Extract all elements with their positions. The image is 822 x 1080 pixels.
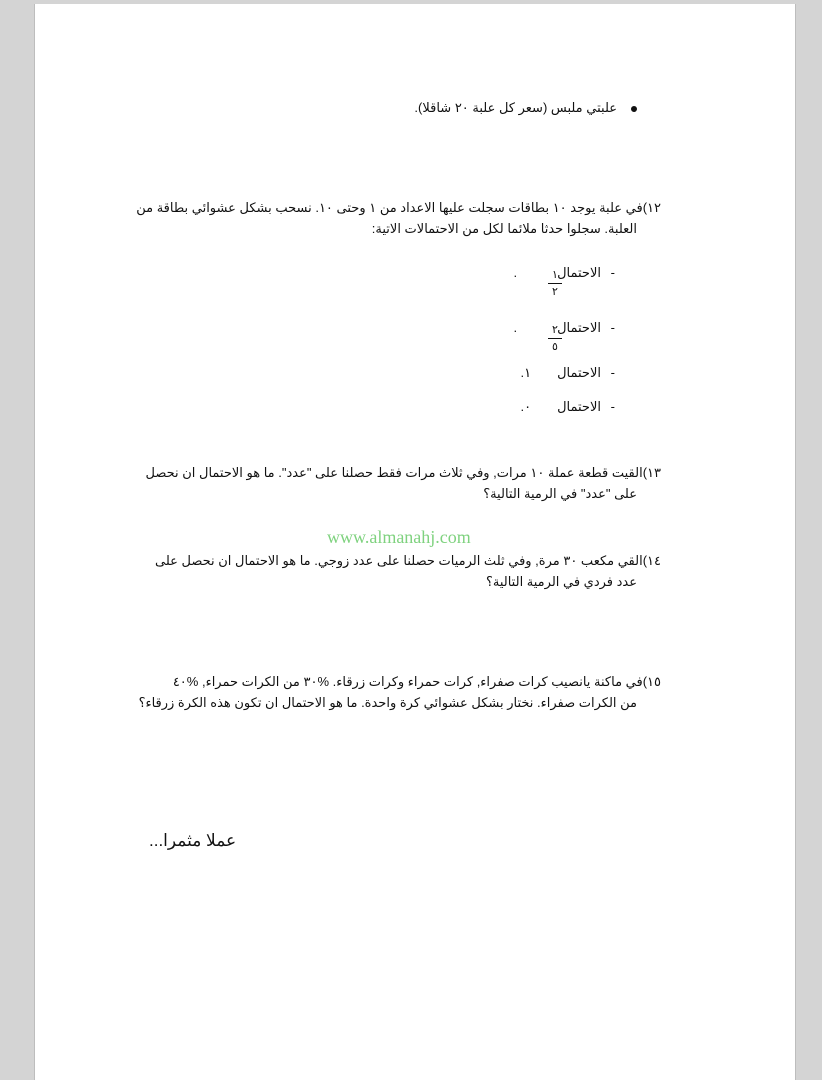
bullet-item-text: علبتي ملبس (سعر كل علبة ٢٠ شاقلا). — [414, 100, 617, 115]
watermark: www.almanahj.com — [327, 527, 471, 547]
dash-marker: - — [610, 365, 615, 380]
probability-item-1 — [513, 265, 615, 281]
closing-remark: عملا مثمرا... — [149, 831, 237, 850]
dash-marker: - — [610, 320, 615, 335]
fraction-numerator: ٢ — [552, 324, 558, 336]
probability-label: الاحتمال — [557, 399, 601, 414]
document-page — [34, 4, 796, 1080]
probability-item-2 — [513, 320, 615, 336]
fraction-denominator: ٥ — [552, 341, 558, 353]
fraction-two-fifths — [548, 323, 562, 353]
question-15-line-2: من الكرات صفراء. نختار بشكل عشوائي كرة واحدة. ما هو الاحتمال ان تكون هذه الكرة زرقاء؟ — [138, 695, 637, 710]
probability-item-4 — [520, 399, 615, 415]
question-12-line-2: العلبة. سجلوا حدثا ملائما لكل من الاحتمالات الاتية: — [371, 221, 637, 236]
fraction-numerator: ١ — [552, 269, 558, 281]
probability-label: الاحتمال — [557, 265, 601, 280]
dash-marker: - — [610, 265, 615, 280]
question-12-line-1: ١٢)في علبة يوجد ١٠ بطاقات سجلت عليها الاعداد من ١ وحتى ١٠. نسحب بشكل عشوائي بطاقة من — [136, 200, 661, 215]
fraction-denominator: ٢ — [552, 286, 558, 298]
probability-value: ٠. — [520, 399, 532, 414]
probability-end: . — [513, 320, 518, 335]
bullet-icon — [631, 106, 637, 112]
bullet-item — [414, 100, 637, 116]
probability-label: الاحتمال — [557, 320, 601, 335]
probability-item-3 — [520, 365, 615, 381]
dash-marker: - — [610, 399, 615, 414]
question-15-line-1: ١٥)في ماكنة يانصيب كرات صفراء, كرات حمراء وكرات زرقاء. %٣٠ من الكرات حمراء, %٤٠ — [172, 674, 661, 689]
question-14-line-2: عدد فردي في الرمية التالية؟ — [485, 574, 637, 589]
probability-end: . — [513, 265, 518, 280]
question-14-line-1: ١٤)القي مكعب ٣٠ مرة, وفي ثلث الرميات حصلنا على عدد زوجي. ما هو الاحتمال ان نحصل على — [154, 553, 661, 568]
probability-value: ١. — [520, 365, 532, 380]
question-13-line-2: على "عدد" في الرمية التالية؟ — [483, 486, 637, 501]
question-13-line-1: ١٣)القيت قطعة عملة ١٠ مرات, وفي ثلاث مرات فقط حصلنا على "عدد". ما هو الاحتمال ان نحصل — [145, 465, 661, 480]
fraction-one-half — [548, 268, 562, 298]
probability-label: الاحتمال — [557, 365, 601, 380]
